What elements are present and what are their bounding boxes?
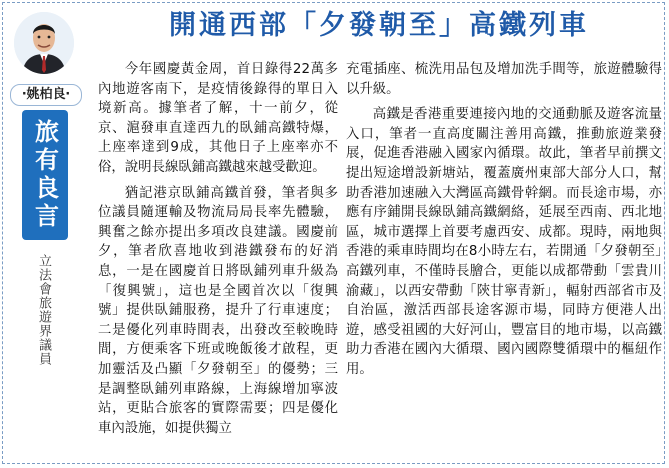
paragraph: 高鐵是香港重要連接內地的交通動脈及遊客流量入口，筆者一直高度關注善用高鐵，推動旅遊業發展，促進香港融入國家內循環。故此，筆者早前撰文提出短途增設新塘站，覆蓋廣州東部大部分人口，幫助香港加速融入大灣區高鐵骨幹網。而長途市場，亦應有序鋪開長線臥鋪高鐵網絡，延展至西南、西北地區，城市選擇上首要考慮西安、成都。現時，兩地與香港的乘車時間均在8小時左右，若開通「夕發朝至」高鐵列車，不僅時長膾合，更能以成都帶動「雲貴川渝藏」，以西安帶動「陝甘寧青新」，輻射西部省市及自治區，激活西部長途客源市場，同時方便港人出遊，感受祖國的大好河山，豐富目的地市場，以高鐵助力香港在國內大循環、國內國際雙循環中的樞紐作用。 [346,107,662,377]
column-name: 旅有良言 [30,119,60,231]
author-photo [14,12,74,74]
author-title: 立法會旅遊界議員 [36,254,51,366]
author-portrait-icon [14,12,74,74]
paragraph-continued: 充電插座、梳洗用品包及增加洗手間等，旅遊體驗得以升級。 [346,62,662,97]
article-headline: 開通西部「夕發朝至」高鐵列車 [169,10,589,41]
author-name-tag: ‧姚柏良‧ [10,84,82,106]
article-column-right [346,60,662,386]
paragraph: 猶記港京臥鋪高鐵首發，筆者與多位議員隨運輸及物流局局長率先體驗，興奮之餘亦提出多項改良建議。國慶前夕，筆者欣喜地收到港鐵發布的好消息，一是在國慶首日將臥鋪列車升級為「復興號」，這也是全國首次以「復興號」提供臥鋪服務，提升了行車速度；二是優化列車時間表，出發改至較晚時間，方便乘客下班或晚飯後才啟程，更加靈活及凸顯「夕發朝至」的優勢；三是調整臥鋪列車路線，上海線增加寧波站，更貼合旅客的實際需要；四是優化車內設施，如提供獨立 [98,185,338,436]
author-sidebar [6,6,84,462]
column-name-box [22,110,68,240]
paragraph: 今年國慶黃金周，首日錄得22萬多內地遊客南下，是疫情後錄得的單日入境新高。據筆者了解，十一前夕，從京、滬發車直達西九的臥鋪高鐵特爆，上座率達到9成，其他日子上座率亦不俗，說明長線臥鋪高鐵越來越受歡迎。 [98,62,338,175]
article-column-left [98,60,338,444]
